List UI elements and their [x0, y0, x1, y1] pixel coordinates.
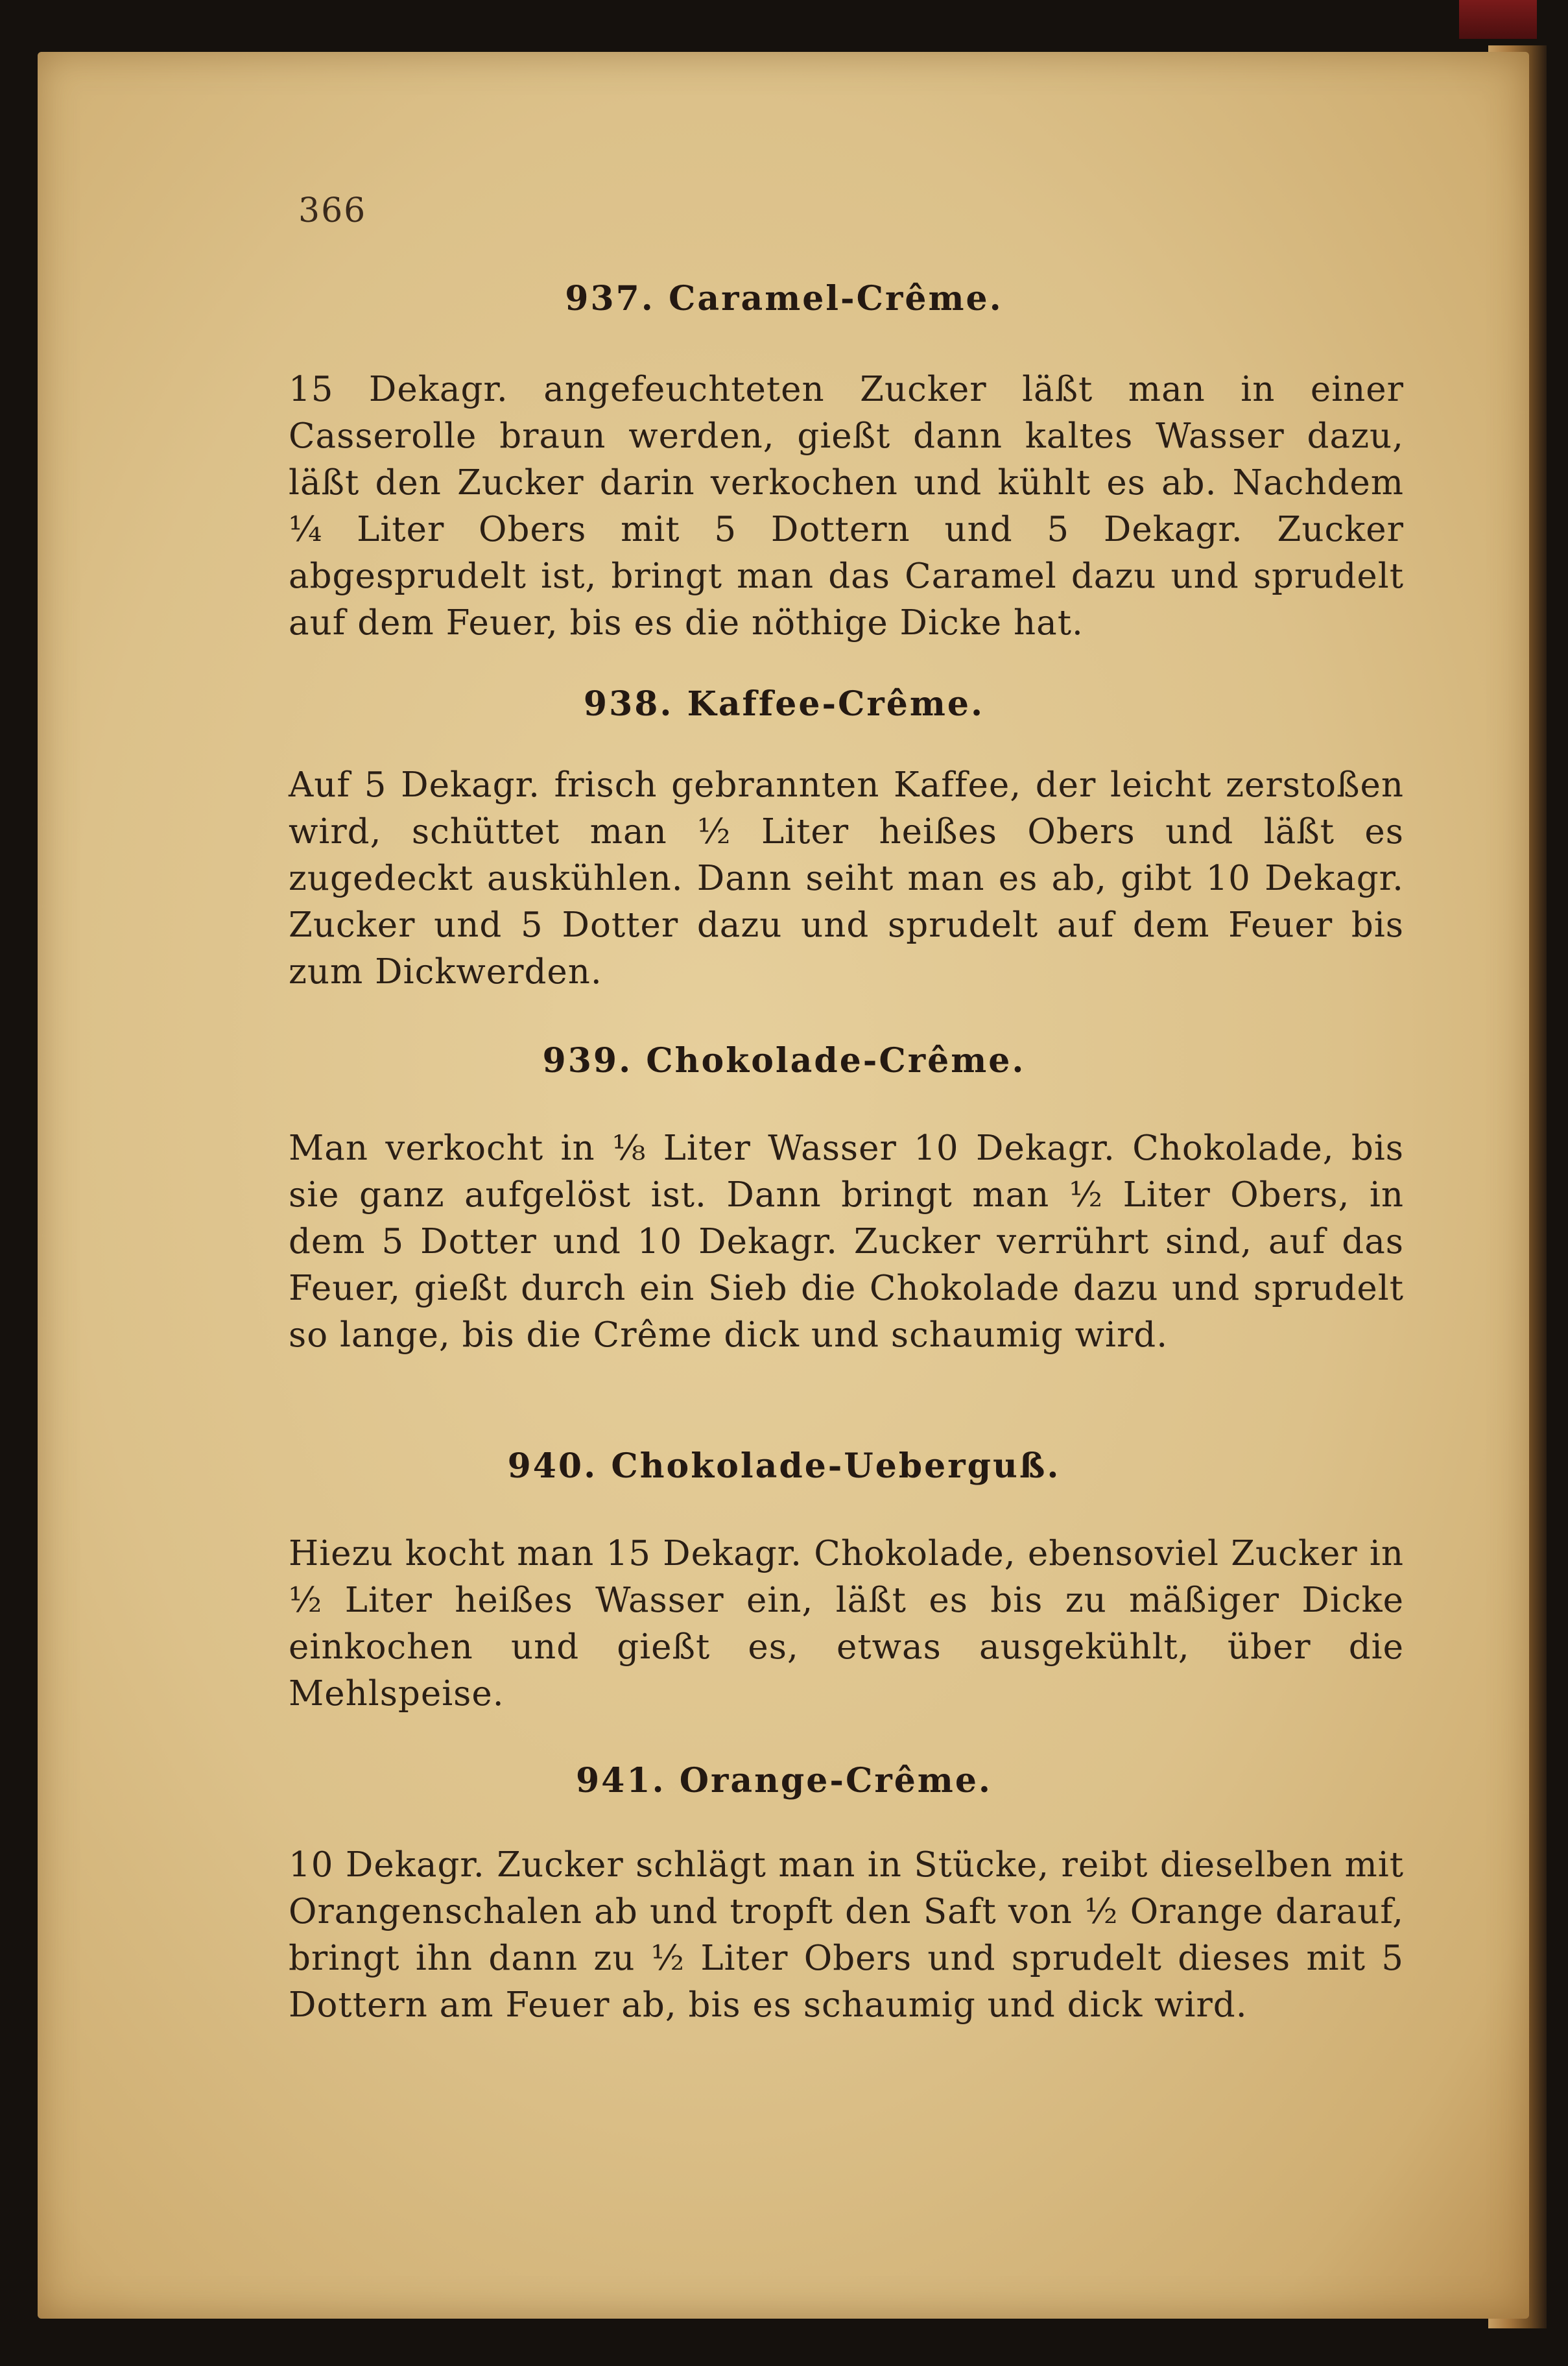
- recipe-heading-939: 939. Chokolade-Crême.: [542, 1041, 1026, 1081]
- recipe-heading-941: 941. Orange-Crême.: [575, 1761, 993, 1800]
- recipe-heading-940: 940. Chokolade-Ueberguß.: [507, 1446, 1061, 1486]
- page-number: 366: [298, 191, 367, 230]
- recipe-text-937: 15 Dekagr. angefeuchteten Zucker läßt man in einer Casserolle braun werden, gießt dann kaltes Wasser dazu, läßt den Zucker darin verkochen und kühlt es ab. Nachdem ¼ Liter Obers mit 5 Dottern und 5 Dekagr. Zucker abgesprudelt ist, bringt man das Caramel dazu und sprudelt auf dem Feuer, bis es die nöthige Dicke hat.: [289, 370, 1404, 643]
- bookmark-ribbon: [1459, 0, 1537, 39]
- recipe-text-939: Man verkocht in ⅛ Liter Wasser 10 Dekagr. Chokolade, bis sie ganz aufgelöst ist. Dann bringt man ½ Liter Obers, in dem 5 Dotter und 10 Dekagr. Zucker verrührt sind, auf das Feuer, gießt durch ein Sieb die Chokolade dazu und sprudelt so lange, bis die Crême dick und schaumig wird.: [289, 1129, 1404, 1355]
- recipe-heading-938: 938. Kaffee-Crême.: [583, 684, 985, 724]
- recipe-heading-937: 937. Caramel-Crême.: [565, 279, 1003, 318]
- recipe-text-938: Auf 5 Dekagr. frisch gebrannten Kaffee, der leicht zerstoßen wird, schüttet man ½ Liter heißes Obers und läßt es zugedeckt auskühlen. Dann seiht man es ab, gibt 10 Dekagr. Zucker und 5 Dotter dazu und sprudelt auf dem Feuer bis zum Dickwerden.: [289, 765, 1404, 992]
- recipe-text-940: Hiezu kocht man 15 Dekagr. Chokolade, ebensoviel Zucker in ½ Liter heißes Wasser ein, läßt es bis zu mäßiger Dicke einkochen und gießt es, etwas ausgekühlt, über die Mehlspeise.: [289, 1534, 1404, 1714]
- recipe-text-941: 10 Dekagr. Zucker schlägt man in Stücke, reibt dieselben mit Orangenschalen ab und tropft den Saft von ½ Orange darauf, bringt ihn dann zu ½ Liter Obers und sprudelt dieses mit 5 Dottern am Feuer ab, bis es schaumig und dick wird.: [289, 1845, 1404, 2025]
